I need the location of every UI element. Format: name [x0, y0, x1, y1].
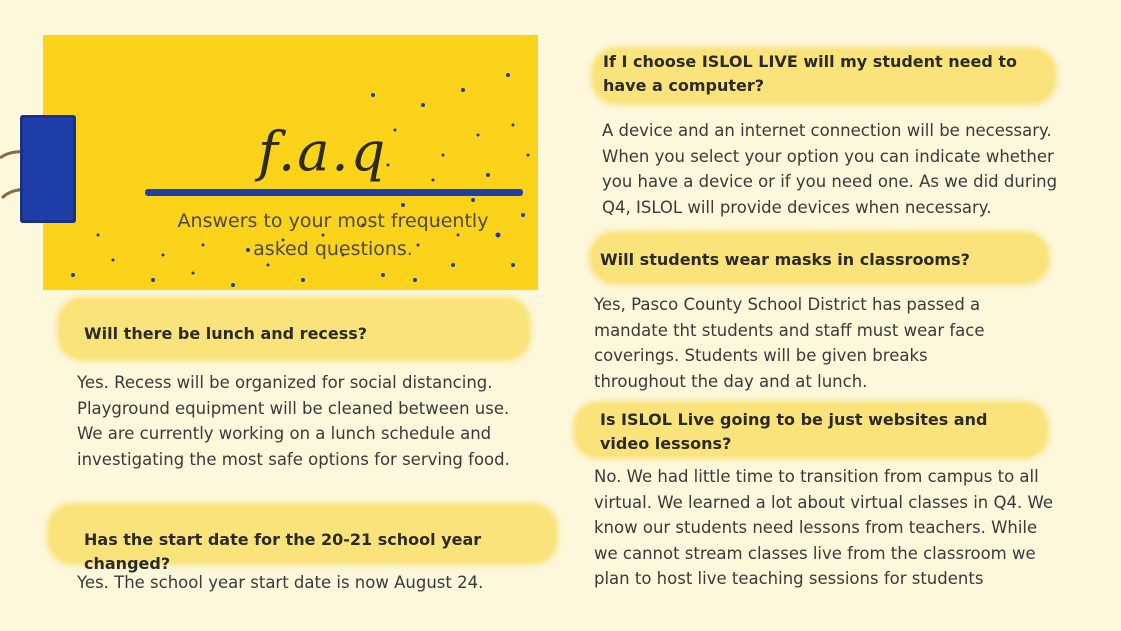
faq-answer: Yes. The school year start date is now August 24. [77, 573, 484, 592]
faq-question: Is ISLOL Live going to be just websites and video lessons? [600, 410, 988, 453]
faq-title: f.a.q [258, 120, 388, 183]
faq-tag-card [43, 35, 538, 290]
faq-subtitle: Answers to your most frequently asked questions. [177, 210, 489, 260]
binder-clip-icon [20, 115, 76, 223]
title-underline [145, 189, 523, 196]
faq-answer: Yes, Pasco County School District has passed a mandate tht students and staff must wear face coverings. Students will be given breaks throughout the day and at lunch. [594, 295, 985, 391]
faq-answer: A device and an internet connection will be necessary. When you select your option you can indicate whether you have a device or if you need one. As we did during Q4, ISLOL will provide devices when necessary. [602, 121, 1058, 217]
faq-answer: No. We had little time to transition from campus to all virtual. We learned a lot about virtual classes in Q4. We know our students need lessons from teachers. While we cannot stream classes live from the classroom we plan to host live teaching sessions for students [594, 467, 1053, 588]
faq-question: Will students wear masks in classrooms? [600, 250, 970, 269]
faq-question: Has the start date for the 20-21 school year changed? [84, 530, 482, 573]
faq-answer: Yes. Recess will be organized for social distancing. Playground equipment will be cleaned between use. We are currently working on a lunch schedule and investigating the most safe options for serving food. [77, 373, 510, 469]
faq-question: If I choose ISLOL LIVE will my student need to have a computer? [603, 52, 1018, 95]
faq-question: Will there be lunch and recess? [84, 324, 368, 343]
